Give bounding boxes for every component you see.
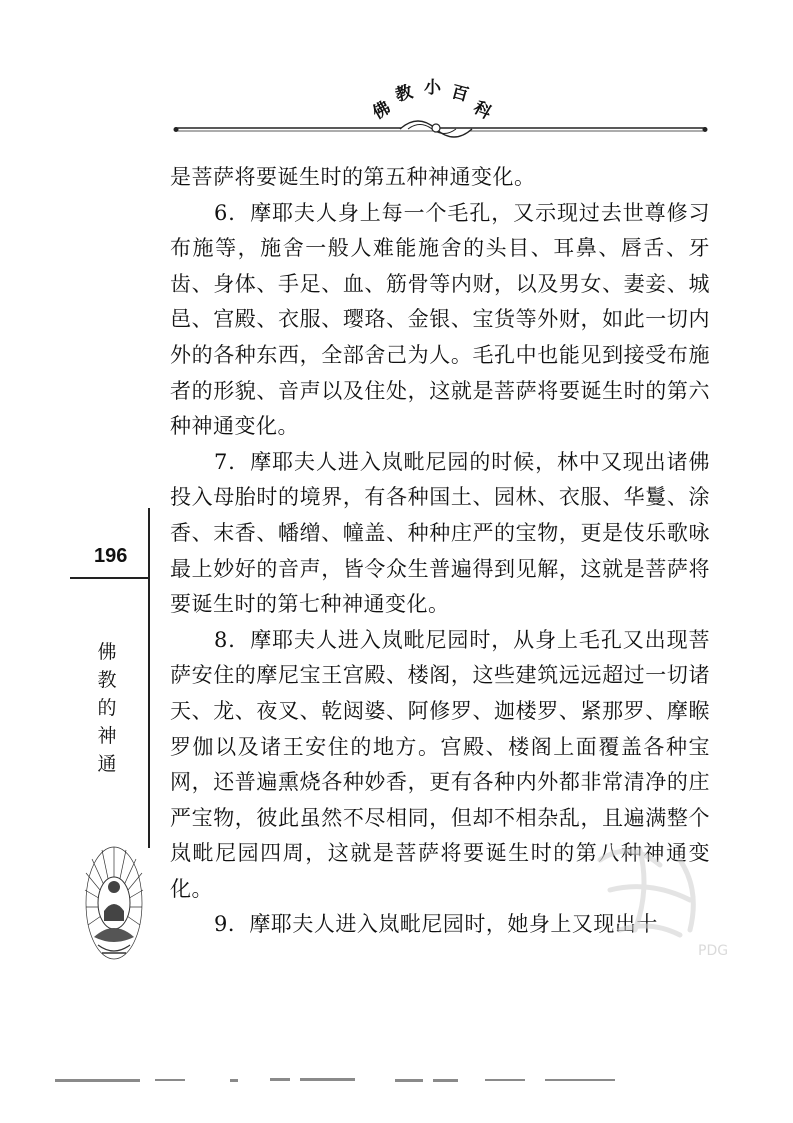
- header-title-char: 科: [469, 97, 495, 124]
- margin-rule-horizontal: [70, 577, 150, 579]
- header-title-char: 小: [424, 78, 441, 98]
- paragraph: 7．摩耶夫人进入岚毗尼园的时候，林中又现出诸佛投入母胎时的境界，有各种国土、园林、衣服、华鬘、涂香、末香、幡缯、幢盖、种种庄严的宝物，更是伎乐歌咏最上妙好的音声，皆令众生普遍得到见解，这就是菩萨将要诞生时的第七种神通变化。: [170, 449, 710, 617]
- scan-edge-marks: [55, 1075, 655, 1087]
- side-title-char: 的: [97, 697, 117, 719]
- side-section-title: [95, 638, 119, 778]
- side-title-char: 神: [97, 725, 117, 747]
- side-title-char: 教: [97, 669, 117, 691]
- buddha-lotus-icon: [84, 845, 144, 975]
- paragraph: 6．摩耶夫人身上每一个毛孔，又示现过去世尊修习布施等，施舍一般人难能施舍的头目、耳鼻、唇舌、牙齿、身体、手足、血、筋骨等内财，以及男女、妻妾、城邑、宫殿、衣服、璎珞、金银、宝货等外财，如此一切内外的各种东西，全部舍己为人。毛孔中也能见到接受布施者的形貌、音声以及住处，这就是菩萨将要诞生时的第六种神通变化。: [170, 200, 710, 439]
- margin-rule-vertical: [148, 508, 150, 848]
- page-header: [0, 0, 793, 140]
- paragraph: 8．摩耶夫人进入岚毗尼园时，从身上毛孔又出现菩萨安住的摩尼宝王宫殿、楼阁，这些建筑远远超过一切诸天、龙、夜叉、乾闼婆、阿修罗、迦楼罗、紧那罗、摩睺罗伽以及诸王安住的地方。宫殿、楼阁上面覆盖各种宝网，还普遍熏烧各种妙香，更有各种内外都非常清净的庄严宝物，彼此虽然不尽相同，但却不相杂乱，且遍满整个岚毗尼园四周，这就是菩萨将要诞生时的第八种神通变化。: [170, 627, 710, 901]
- watermark-label: PDG: [698, 943, 729, 959]
- side-title-char: 通: [97, 753, 117, 775]
- header-ornament-rule: [0, 0, 793, 140]
- header-title-char: 教: [393, 82, 415, 106]
- paragraph: 是菩萨将要诞生时的第五种神通变化。: [170, 165, 536, 189]
- body-text: [170, 160, 710, 943]
- page-number: 196: [94, 545, 128, 567]
- watermark-stamp: [580, 830, 750, 970]
- header-title-char: 百: [449, 82, 471, 106]
- side-title-char: 佛: [97, 641, 117, 663]
- paragraph: 9．摩耶夫人进入岚毗尼园时，她身上又现出十: [214, 912, 658, 937]
- header-title-char: 佛: [369, 97, 395, 124]
